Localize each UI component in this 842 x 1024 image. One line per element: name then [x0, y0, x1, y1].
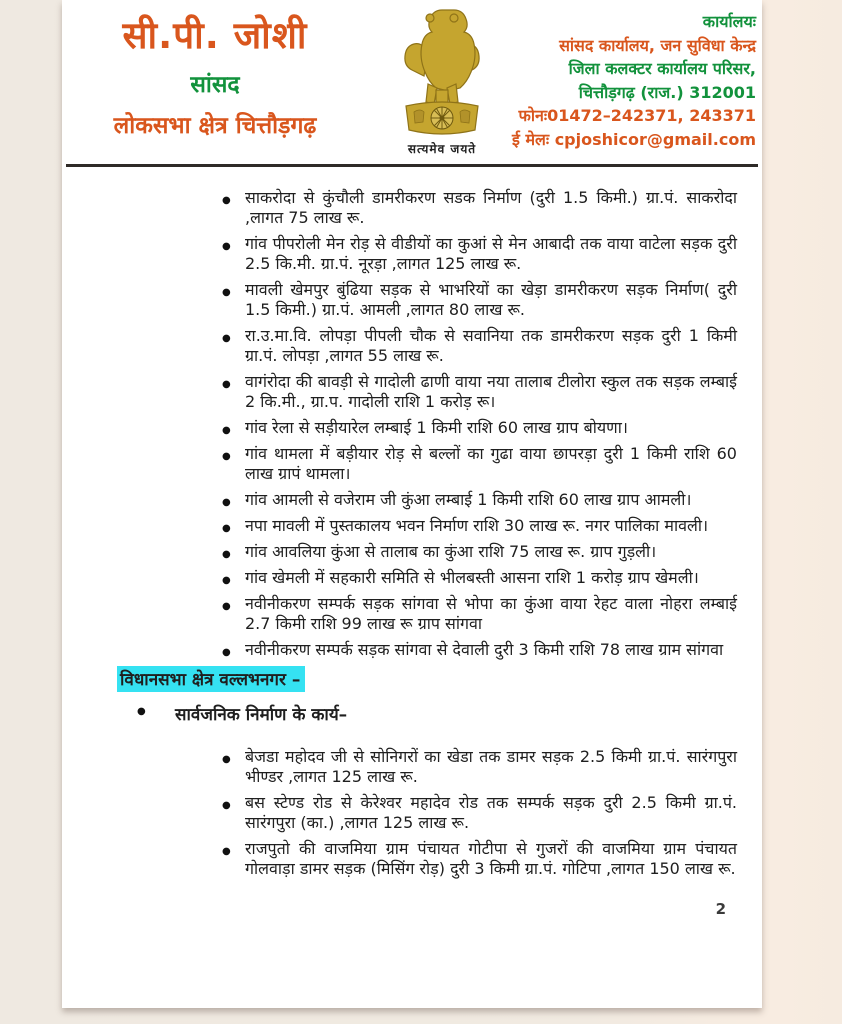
list-item: ● गांव थामला में बड़ीयार रोड़ से बल्लों का गुढा वाया छापरड़ा दुरी 1 किमी राशि 60 लाख ग्रापं थामला। [245, 444, 737, 484]
national-emblem [367, 6, 517, 157]
list-item: ● नवीनीकरण सम्पर्क सड़क सांगवा से भोपा का कुंआ वाया रेहट वाला नोहरा लम्बाई 2.7 किमी राशि 99 लाख रू ग्राप सांगवा [245, 594, 737, 634]
office-email: ई मेलः cpjoshicor@gmail.com [512, 129, 756, 149]
works-list-top [62, 188, 762, 660]
letterhead-left [80, 16, 350, 140]
ashoka-lion-capital-icon [392, 6, 492, 138]
page-number: 2 [715, 900, 726, 918]
office-line2: जिला कलक्टर कार्यालय परिसर, [568, 59, 756, 79]
letterhead [62, 0, 762, 170]
list-item: ● नवीनीकरण सम्पर्क सड़क सांगवा से देवाली दुरी 3 किमी राशि 78 लाख ग्राम सांगवा [245, 640, 737, 660]
list-item: ● साकरोदा से कुंचौली डामरीकरण सडक निर्माण (दुरी 1.5 किमी.) ग्रा.पं. साकरोदा ,लागत 75 लाख रू. [245, 188, 737, 228]
works-list-bottom [62, 747, 762, 879]
list-item: ● वागंरोदा की बावड़ी से गादोली ढाणी वाया नया तालाब टीलोरा स्कुल तक सड़क लम्बाई 2 कि.मी., ग्रा.प. गादोली राशि 1 करोड़ रू। [245, 372, 737, 412]
list-item: ● मावली खेमपुर बुंढिया सड़क से भाभरियों का खेड़ा डामरीकरण सड़क निर्माण( दुरी 1.5 किमी.) ग्रा.पं. आमली ,लागत 80 लाख रू. [245, 280, 737, 320]
office-title: कार्यालयः [702, 12, 756, 31]
letter-body [62, 188, 762, 885]
letterhead-divider [66, 164, 758, 167]
office-phone: फोनः01472–242371, 243371 [518, 106, 756, 126]
list-item: ● गांव रेला से सड़ीयारेल लम्बाई 1 किमी राशि 60 लाख ग्राप बोयणा। [245, 418, 737, 438]
letterhead-office-block [504, 10, 756, 151]
mp-constituency: लोकसभा क्षेत्र चित्तौड़गढ़ [113, 112, 317, 139]
emblem-motto: सत्यमेव जयते [407, 142, 477, 156]
list-item: ● गांव आमली से वजेराम जी कुंआ लम्बाई 1 किमी राशि 60 लाख ग्राप आमली। [245, 490, 737, 510]
office-line1: सांसद कार्यालय, जन सुविधा केन्द्र [559, 35, 756, 55]
mp-name: सी.पी. जोशी [122, 14, 308, 57]
mp-designation: सांसद [190, 71, 240, 98]
list-item: ● नपा मावली में पुस्तकालय भवन निर्माण राशि 30 लाख रू. नगर पालिका मावली। [245, 516, 737, 536]
sub-heading: ● सार्वजनिक निर्माण के कार्य– [175, 702, 762, 725]
office-line3: चित्तौड़गढ़ (राज.) 312001 [578, 82, 756, 102]
list-item: ● गांव पीपरोली मेन रोड़ से वीडीयों का कुआं से मेन आबादी तक वाया वाटेला सड़क दुरी 2.5 कि.मी. ग्रा.पं. नूरड़ा ,लागत 125 लाख रू. [245, 234, 737, 274]
letter-page [62, 0, 762, 1008]
section-heading-row [62, 666, 762, 692]
list-item: ● गांव खेमली में सहकारी समिति से भीलबस्ती आसना राशि 1 करोड़ ग्राप खेमली। [245, 568, 737, 588]
list-item: ● बस स्टेण्ड रोड से केरेश्वर महादेव रोड तक सम्पर्क सड़क दुरी 2.5 किमी ग्रा.पं. सारंगपुरा (का.) ,लागत 125 लाख रू. [245, 793, 737, 833]
list-item: ● बेजडा महोदव जी से सोनिगरों का खेडा तक डामर सड़क 2.5 किमी ग्रा.पं. सारंगपुरा भीण्डर ,लागत 125 लाख रू. [245, 747, 737, 787]
list-item: ● राजपुतो की वाजमिया ग्राम पंचायत गोटीपा से गुजरों की वाजमिया ग्राम पंचायत गोलवाड़ा डामर सड़क (मिसिंग रोड़) दुरी 3 किमी ग्रा.पं. गोटिपा ,लागत 150 लाख रू. [245, 839, 737, 879]
list-item: ● गांव आवलिया कुंआ से तालाब का कुंआ राशि 75 लाख रू. ग्राप गुड़ली। [245, 542, 737, 562]
section-heading-highlight: विधानसभा क्षेत्र वल्लभनगर – [117, 666, 305, 692]
list-item: ● रा.उ.मा.वि. लोपड़ा पीपली चौक से सवानिया तक डामरीकरण सड़क दुरी 1 किमी ग्रा.पं. लोपड़ा ,लागत 55 लाख रू. [245, 326, 737, 366]
